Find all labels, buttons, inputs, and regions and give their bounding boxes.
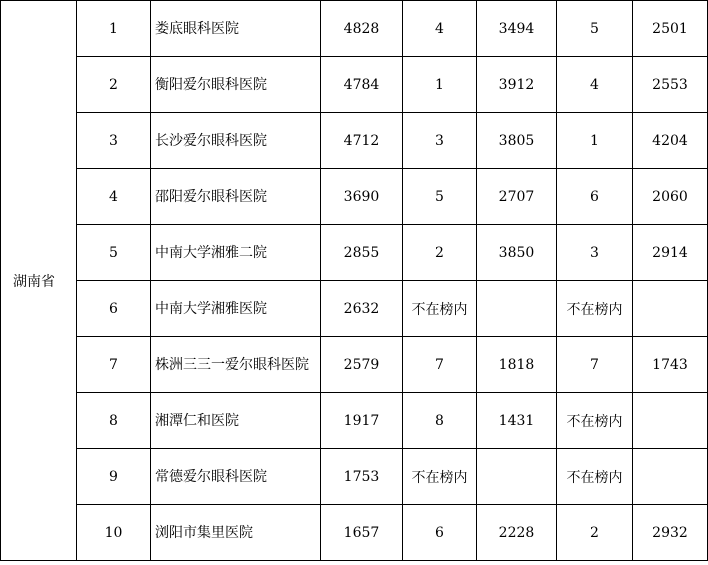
rank-cell: 6 [77, 281, 151, 337]
rank-cell: 10 [77, 505, 151, 561]
rank-cell: 5 [77, 225, 151, 281]
table-row [1, 57, 708, 113]
rank-3-cell: 不在榜内 [557, 393, 633, 449]
hospital-name-cell: 中南大学湘雅医院 [151, 281, 321, 337]
rank-2-cell: 2 [403, 225, 477, 281]
score-2-cell: 3805 [477, 113, 557, 169]
score-2-cell: 1431 [477, 393, 557, 449]
score-2-cell [477, 281, 557, 337]
rank-cell: 3 [77, 113, 151, 169]
score-3-cell: 2914 [633, 225, 708, 281]
score-cell: 1753 [321, 449, 403, 505]
rank-cell: 4 [77, 169, 151, 225]
rank-3-cell: 不在榜内 [557, 449, 633, 505]
score-3-cell: 2060 [633, 169, 708, 225]
table-row [1, 393, 708, 449]
rank-cell: 1 [77, 1, 151, 57]
rank-cell: 7 [77, 337, 151, 393]
score-3-cell [633, 393, 708, 449]
rank-2-cell: 4 [403, 1, 477, 57]
score-3-cell: 1743 [633, 337, 708, 393]
score-3-cell [633, 449, 708, 505]
hospital-name-cell: 中南大学湘雅二院 [151, 225, 321, 281]
hospital-name-cell: 娄底眼科医院 [151, 1, 321, 57]
table-row [1, 169, 708, 225]
rank-2-cell: 7 [403, 337, 477, 393]
rank-3-cell: 7 [557, 337, 633, 393]
rank-3-cell: 1 [557, 113, 633, 169]
score-3-cell: 4204 [633, 113, 708, 169]
score-cell: 4784 [321, 57, 403, 113]
province-cell: 湖南省 [1, 1, 77, 561]
score-cell: 4712 [321, 113, 403, 169]
rank-2-cell: 3 [403, 113, 477, 169]
table-row [1, 113, 708, 169]
rank-3-cell: 不在榜内 [557, 281, 633, 337]
score-2-cell: 2707 [477, 169, 557, 225]
score-cell: 2632 [321, 281, 403, 337]
hospital-name-cell: 浏阳市集里医院 [151, 505, 321, 561]
hospital-name-cell: 邵阳爱尔眼科医院 [151, 169, 321, 225]
hospital-name-cell: 衡阳爱尔眼科医院 [151, 57, 321, 113]
rank-cell: 8 [77, 393, 151, 449]
score-2-cell: 2228 [477, 505, 557, 561]
rank-3-cell: 3 [557, 225, 633, 281]
rank-3-cell: 4 [557, 57, 633, 113]
table-row [1, 505, 708, 561]
score-3-cell: 2501 [633, 1, 708, 57]
hospital-name-cell: 常德爱尔眼科医院 [151, 449, 321, 505]
rank-2-cell: 不在榜内 [403, 449, 477, 505]
table-row [1, 337, 708, 393]
score-cell: 2579 [321, 337, 403, 393]
rank-2-cell: 5 [403, 169, 477, 225]
score-2-cell: 3494 [477, 1, 557, 57]
table-row [1, 1, 708, 57]
score-2-cell: 3912 [477, 57, 557, 113]
score-2-cell [477, 449, 557, 505]
hospital-name-cell: 长沙爱尔眼科医院 [151, 113, 321, 169]
score-2-cell: 1818 [477, 337, 557, 393]
score-3-cell: 2932 [633, 505, 708, 561]
score-cell: 3690 [321, 169, 403, 225]
hospital-name-cell: 株洲三三一爱尔眼科医院 [151, 337, 321, 393]
rank-cell: 9 [77, 449, 151, 505]
score-cell: 4828 [321, 1, 403, 57]
rank-2-cell: 不在榜内 [403, 281, 477, 337]
table-row [1, 449, 708, 505]
hospital-name-cell: 湘潭仁和医院 [151, 393, 321, 449]
table-row [1, 281, 708, 337]
rank-cell: 2 [77, 57, 151, 113]
rank-3-cell: 2 [557, 505, 633, 561]
score-3-cell: 2553 [633, 57, 708, 113]
rank-2-cell: 6 [403, 505, 477, 561]
table-row [1, 225, 708, 281]
score-cell: 1657 [321, 505, 403, 561]
score-2-cell: 3850 [477, 225, 557, 281]
table-body [1, 1, 708, 561]
score-cell: 2855 [321, 225, 403, 281]
score-3-cell [633, 281, 708, 337]
rank-2-cell: 1 [403, 57, 477, 113]
rank-2-cell: 8 [403, 393, 477, 449]
rank-3-cell: 6 [557, 169, 633, 225]
rank-3-cell: 5 [557, 1, 633, 57]
score-cell: 1917 [321, 393, 403, 449]
